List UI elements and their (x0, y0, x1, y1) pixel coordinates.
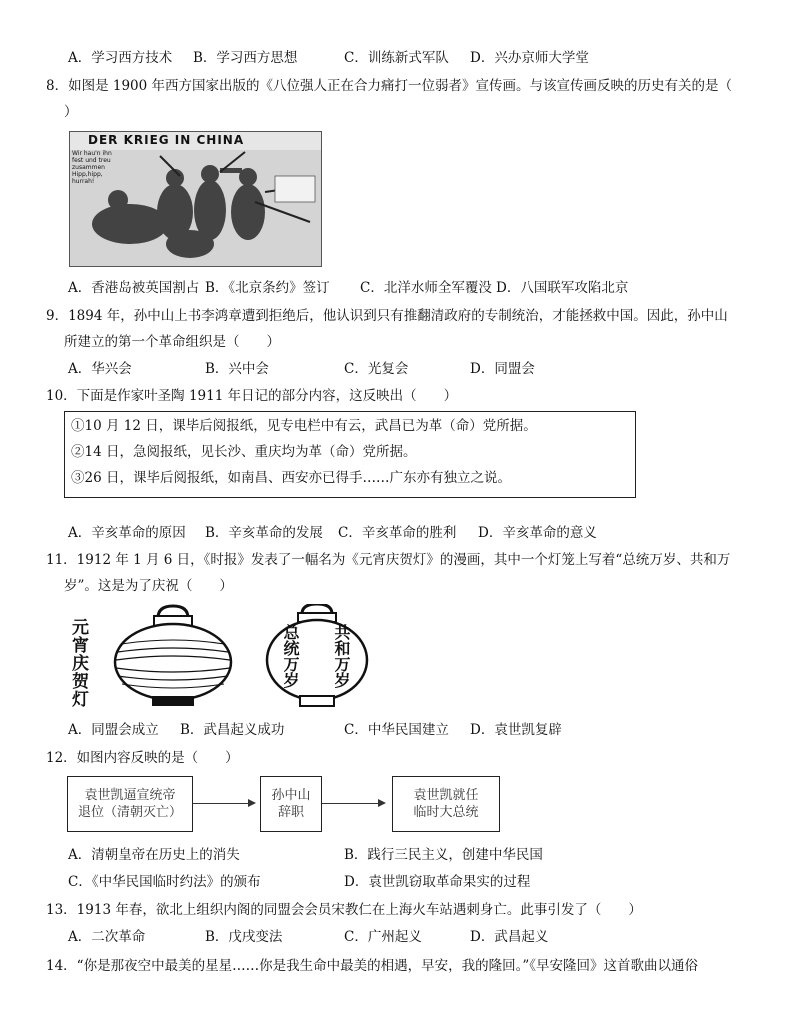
lantern-left-caption: 元宵庆贺灯 (68, 618, 88, 708)
q12-option-c: C．《中华民国临时约法》的颁布 (68, 874, 261, 890)
q10-option-a: A．辛亥革命的原因 (68, 525, 186, 541)
q7-option-a: A．学习西方技术 (68, 50, 173, 66)
q11-option-c: C．中华民国建立 (344, 722, 449, 738)
q12-option-b: B．践行三民主义，创建中华民国 (344, 847, 543, 863)
flow-step-2-line1: 孙中山 (271, 788, 311, 803)
q8-option-c: C．北洋水师全军覆没 (360, 280, 492, 296)
q9-option-b: B．兴中会 (205, 361, 269, 377)
q10-option-d: D．辛亥革命的意义 (478, 525, 597, 541)
flow-step-3-line2: 临时大总统 (413, 805, 479, 820)
q9-stem-line2: 所建立的第一个革命组织是（ ） (64, 334, 280, 350)
lantern-right-icon (262, 604, 372, 710)
q10-diary-box (64, 411, 636, 498)
poster-speech-line: fest und treu (72, 157, 111, 164)
q10-diary-entry-2: ②14 日，急阅报纸，见长沙、重庆均为革（命）党所据。 (71, 444, 417, 460)
q12-option-d: D．袁世凯窃取革命果实的过程 (344, 874, 531, 890)
flow-step-3-line1: 袁世凯就任 (413, 788, 479, 803)
flow-step-1 (67, 776, 193, 832)
q13-option-d: D．武昌起义 (470, 929, 549, 945)
q11-stem-line1: 11．1912 年 1 月 6 日，《时报》发表了一幅名为《元宵庆贺灯》的漫画，其中一个灯笼上写着“总统万岁、共和万 (46, 552, 731, 568)
q11-option-b: B．武昌起义成功 (180, 722, 285, 738)
q11-stem-line2: 岁”。这是为了庆祝（ ） (64, 578, 233, 594)
poster-title: DER KRIEG IN CHINA (88, 133, 245, 147)
flow-arrow-icon (193, 803, 254, 804)
q10-diary-entry-3: ③26 日，课毕后阅报纸，如南昌、西安亦已得手……广东亦有独立之说。 (71, 470, 511, 486)
flow-step-2 (260, 776, 322, 832)
q10-option-c: C．辛亥革命的胜利 (338, 525, 457, 541)
flow-arrow-icon (322, 803, 384, 804)
q13-option-c: C．广州起义 (344, 929, 422, 945)
q7-option-d: D．兴办京师大学堂 (470, 50, 589, 66)
q10-diary-entry-1: ①10 月 12 日，课毕后阅报纸，见专电栏中有云，武昌已为革（命）党所据。 (71, 418, 537, 434)
q8-option-b: B．《北京条约》签订 (205, 280, 330, 296)
q13-stem: 13．1913 年春，欲北上组织内阁的同盟会会员宋教仁在上海火车站遇刺身亡。此事引发了（ ） (46, 902, 642, 918)
q12-option-a: A．清朝皇帝在历史上的消失 (68, 847, 240, 863)
q11-option-d: D．袁世凯复辟 (470, 722, 562, 738)
q9-option-a: A．华兴会 (68, 361, 132, 377)
flow-step-2-line2: 辞职 (277, 805, 304, 820)
q8-option-d: D．八国联军攻陷北京 (496, 280, 629, 296)
poster-speech-line: Hipp,hipp, (72, 171, 103, 178)
flow-step-3 (392, 776, 500, 832)
q9-option-d: D．同盟会 (470, 361, 535, 377)
flow-step-1-line1: 袁世凯逼宣统帝 (84, 788, 176, 803)
q8-stem-line2: ） (64, 104, 78, 120)
q7-option-b: B．学习西方思想 (193, 50, 298, 66)
poster-speech-line: Wir hau'n ihn (72, 150, 112, 157)
q13-option-a: A．二次革命 (68, 929, 146, 945)
q14-stem: 14．“你是那夜空中最美的星星……你是我生命中最美的相遇，早安，我的隆回。”《早安隆回》这首歌曲以通俗 (46, 958, 698, 974)
q11-option-a: A．同盟会成立 (68, 722, 159, 738)
q8-stem-line1: 8．如图是 1900 年西方国家出版的《八位强人正在合力痛打一位弱者》宣传画。与该宣传画反映的历史有关的是（ (46, 78, 733, 94)
q9-stem-line1: 9．1894 年，孙中山上书李鸿章遭到拒绝后，他认识到只有推翻清政府的专制统治，才能拯救中国。因此，孙中山 (46, 308, 728, 324)
poster-speech-bubble (72, 150, 118, 185)
poster-speech-line: hurrah! (72, 178, 95, 185)
q10-stem: 10．下面是作家叶圣陶 1911 年日记的部分内容，这反映出（ ） (46, 388, 458, 404)
lantern-left-icon (108, 604, 238, 710)
lantern-right-text-right: 共和万岁 (332, 624, 351, 688)
lantern-right-text-left: 总统万岁 (281, 624, 300, 688)
poster-speech-line: zusammen (72, 164, 105, 171)
q12-stem: 12．如图内容反映的是（ ） (46, 750, 239, 766)
q8-option-a: A．香港岛被英国割占 (68, 280, 200, 296)
q9-option-c: C．光复会 (344, 361, 409, 377)
q7-option-c: C．训练新式军队 (344, 50, 449, 66)
flow-step-1-line2: 退位（清朝灭亡） (77, 805, 182, 820)
q11-cartoon (64, 604, 384, 710)
q10-option-b: B．辛亥革命的发展 (205, 525, 323, 541)
q8-propaganda-poster (69, 131, 322, 267)
q13-option-b: B．戊戌变法 (205, 929, 283, 945)
